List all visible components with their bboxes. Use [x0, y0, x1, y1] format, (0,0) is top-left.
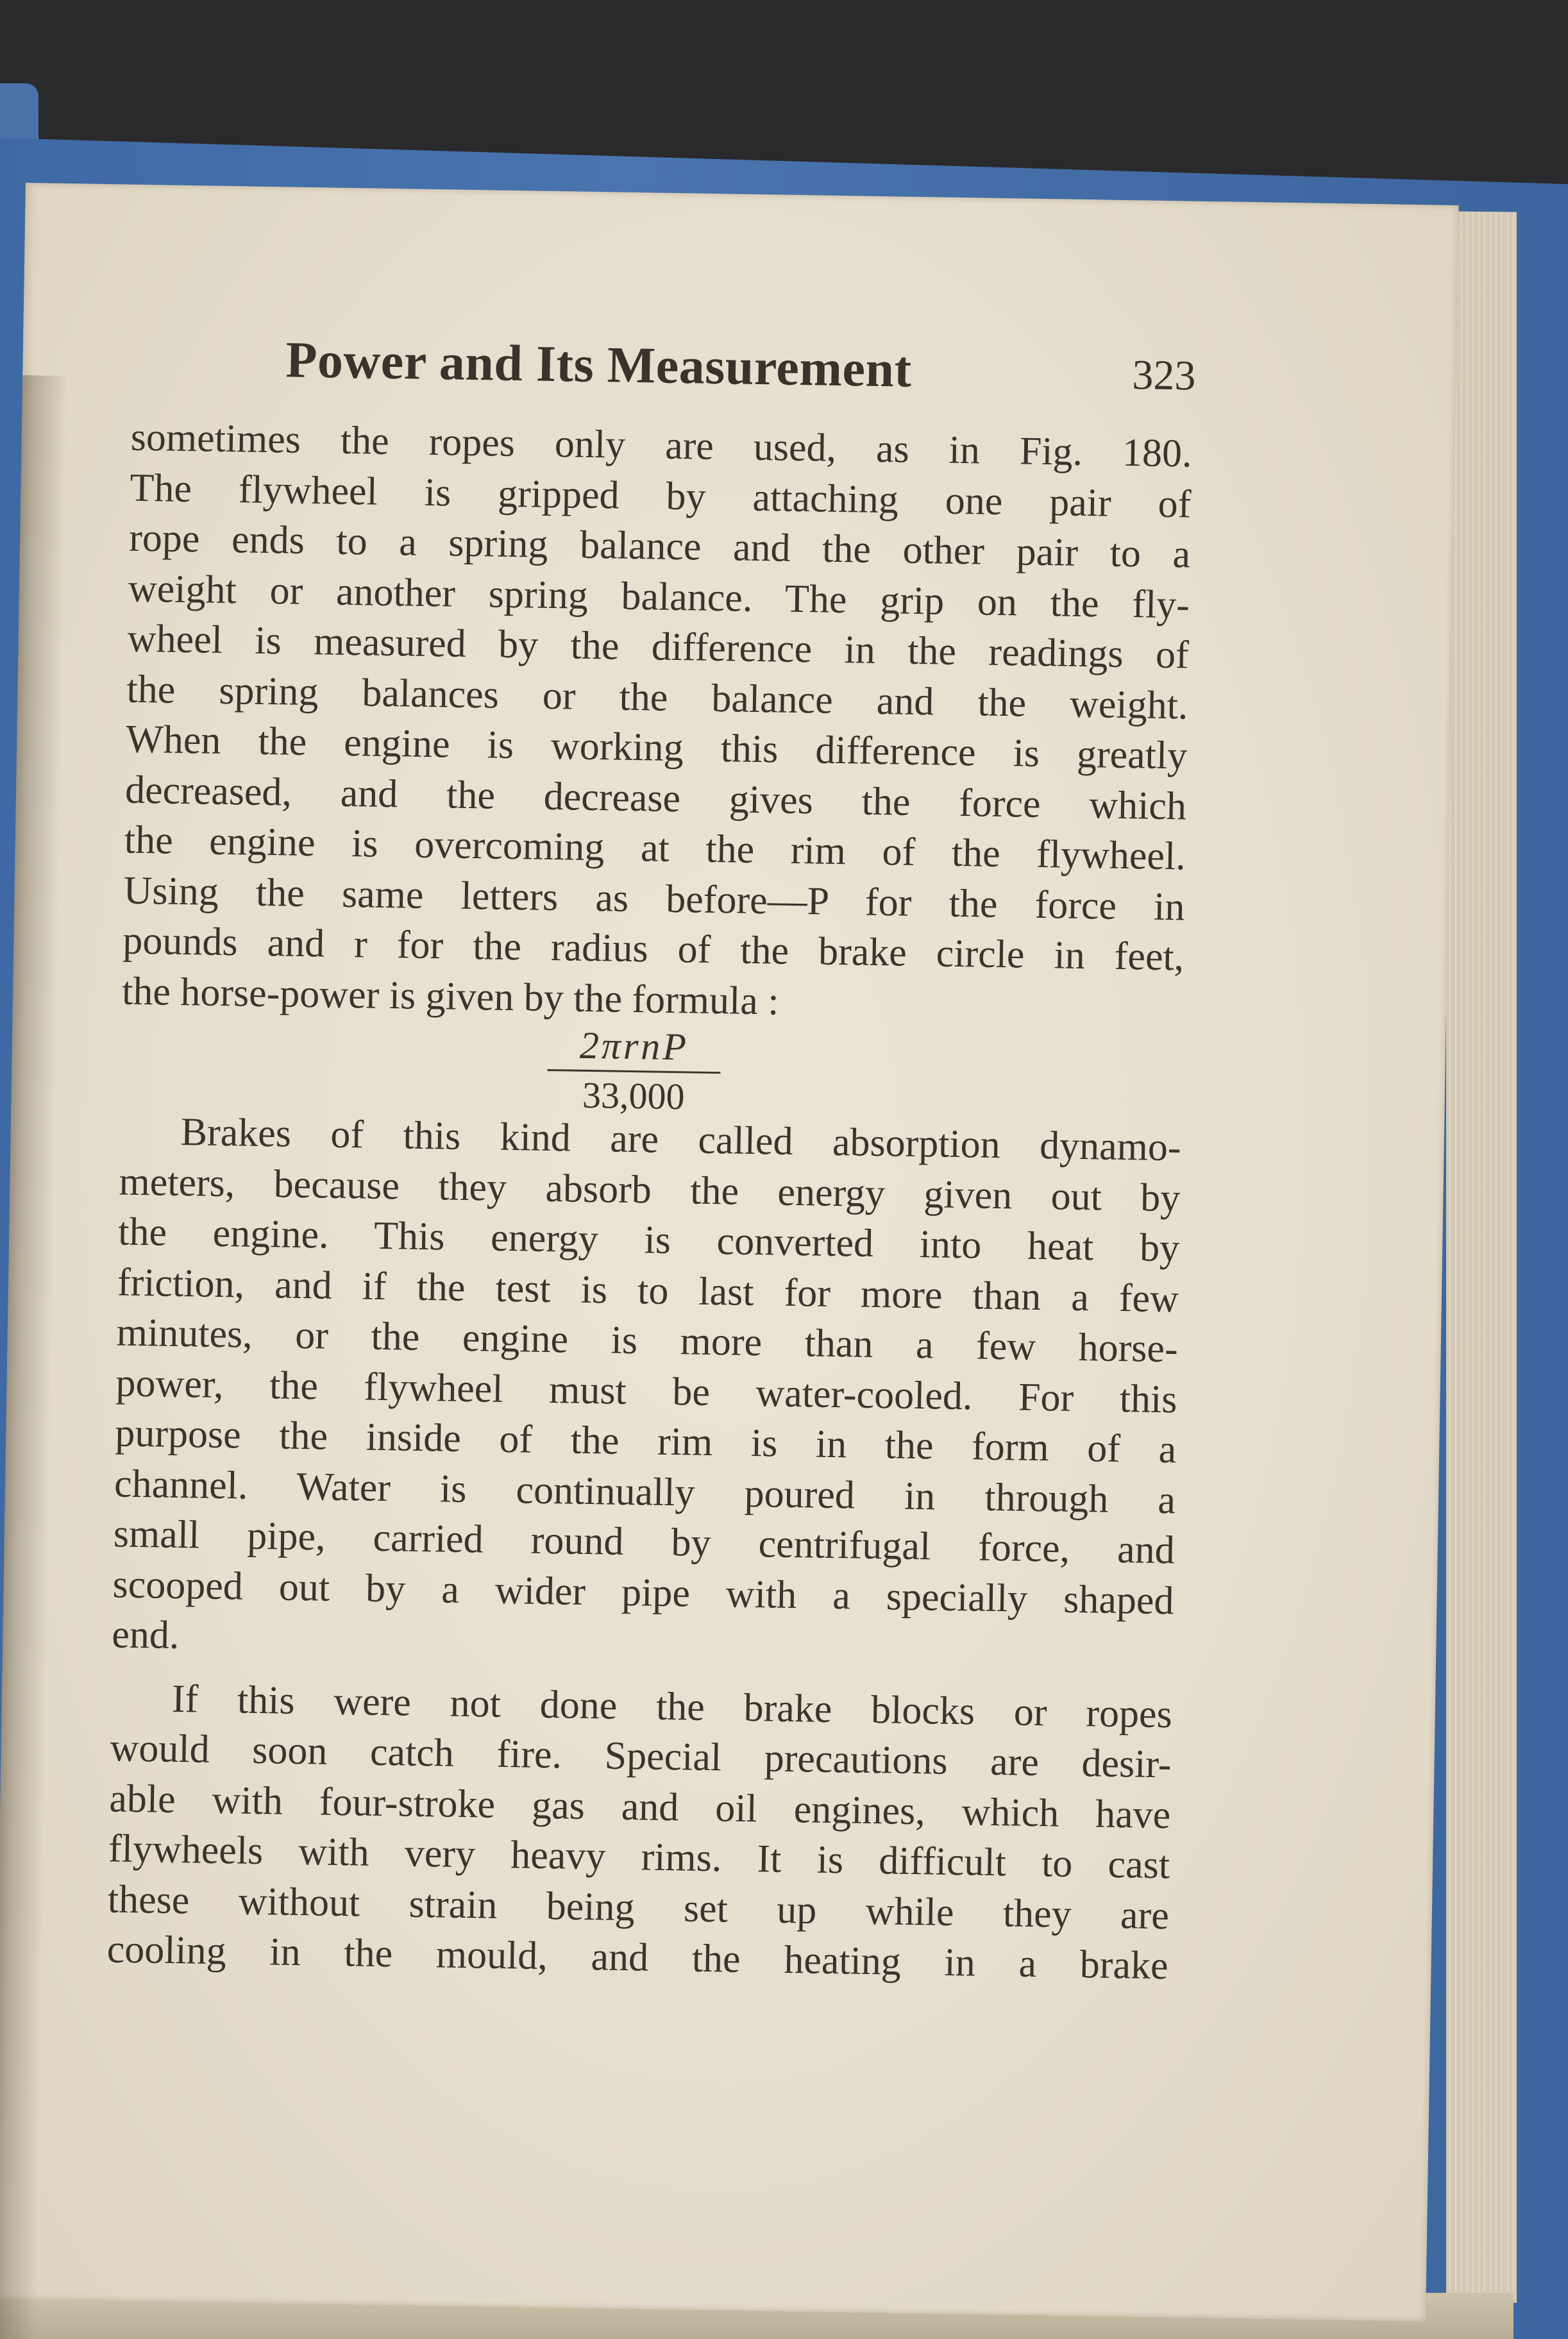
paragraph-1 [122, 412, 1193, 1033]
text-line: purpose the inside of the rim is in the form of a [114, 1411, 1177, 1472]
text-line: wheel is measured by the difference in the readings of [127, 616, 1190, 677]
page-edges [1446, 212, 1517, 2303]
text-line: The flywheel is gripped by attaching one pair of [130, 466, 1192, 527]
paragraph-3 [106, 1673, 1172, 1991]
text-line: When the engine is working this difference is greatly [125, 717, 1188, 778]
page-number: 323 [1131, 351, 1197, 400]
text-line: meters, because they absorb the energy given out by [119, 1159, 1181, 1220]
text-line: able with four-stroke gas and oil engines, which have [108, 1776, 1171, 1837]
paragraph-2 [112, 1106, 1181, 1676]
text-line: sometimes the ropes only are used, as in Fig. 180. [130, 415, 1193, 476]
text-line: these without strain being set up while they are [107, 1877, 1170, 1938]
text-line: power, the flywheel must be water-cooled. For this [115, 1360, 1177, 1421]
text-line: decreased, and the decrease gives the force which [124, 768, 1187, 829]
text-line: end. [111, 1612, 180, 1658]
page-header [131, 329, 1197, 429]
formula-denominator: 33,000 [582, 1074, 686, 1118]
text-line: Brakes of this kind are called absorption dynamo- [180, 1110, 1182, 1170]
text-line: small pipe, carried round by centrifugal force, and [113, 1512, 1176, 1573]
book-page [0, 183, 1459, 2322]
text-line: the spring balances or the balance and the weight. [126, 667, 1188, 728]
text-line: scooped out by a wider pipe with a specially shaped [112, 1562, 1175, 1623]
text-line: the engine. This energy is converted into heat by [117, 1210, 1180, 1271]
text-line: would soon catch fire. Special precautions are desir- [110, 1726, 1172, 1787]
text-line: cooling in the mould, and the heating in a brake [106, 1927, 1169, 1988]
text-line: pounds and r for the radius of the brake circle in feet, [122, 918, 1184, 979]
running-head: Power and Its Measurement [285, 332, 913, 398]
horsepower-formula [120, 1017, 1183, 1123]
text-line: If this were not done the brake blocks or ropes [171, 1676, 1173, 1736]
formula-numerator: 2πrnP [579, 1024, 689, 1068]
text-line: the horse-power is given by the formula : [121, 969, 780, 1024]
text-line: flywheels with very heavy rims. It is difficult to cast [108, 1827, 1170, 1887]
text-line: weight or another spring balance. The grip on the fly- [128, 566, 1190, 627]
text-line: channel. Water is continually poured in through a [114, 1461, 1176, 1522]
text-line: friction, and if the test is to last for more than a few [117, 1260, 1179, 1321]
text-line: rope ends to a spring balance and the other pair to a [128, 516, 1191, 577]
text-line: the engine is overcoming at the rim of the flywheel. [124, 818, 1186, 879]
page-content [106, 329, 1197, 1991]
text-line: minutes, or the engine is more than a few horse- [116, 1310, 1179, 1371]
text-line: Using the same letters as before—P for the force in [123, 868, 1186, 929]
